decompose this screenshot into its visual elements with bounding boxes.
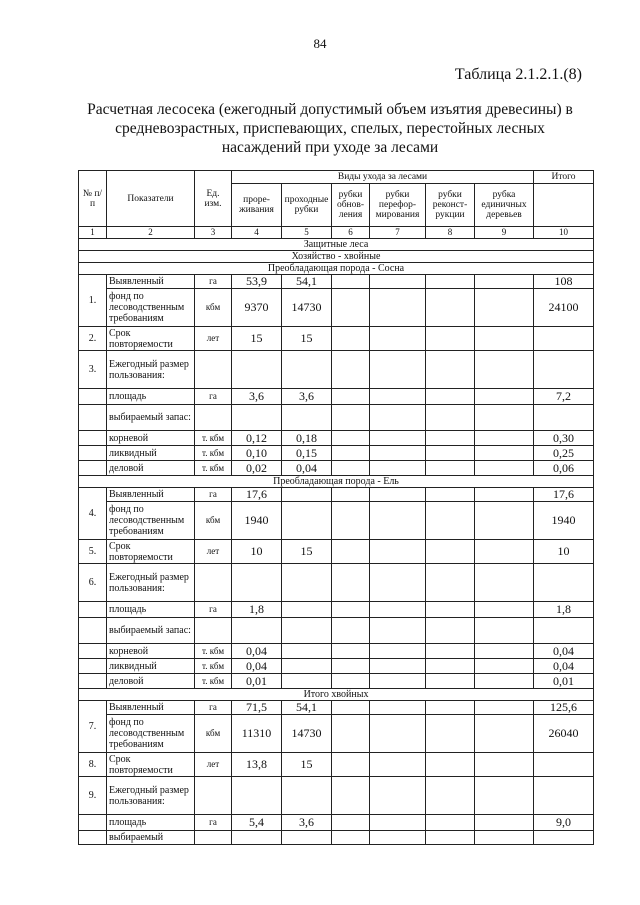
colnum: 2	[107, 227, 195, 239]
label-fund-b: фонд по лесоводственным требованиям	[107, 289, 195, 327]
label-stock-trunc: выбираемый	[107, 831, 195, 845]
label-annual: Ежегодный размер пользования:	[107, 777, 195, 815]
pine-stock-row	[79, 405, 594, 431]
row-number: 1.	[79, 275, 107, 327]
value: 5,4	[232, 815, 282, 831]
unit-ha: га	[195, 602, 232, 618]
row-number: 6.	[79, 564, 107, 602]
label-term: Срок повторяемости	[107, 753, 195, 777]
unit-ha: га	[195, 701, 232, 715]
row-number: 4.	[79, 488, 107, 540]
value: 0,04	[534, 644, 594, 659]
unit-tkbm: т. кбм	[195, 431, 232, 446]
header-col9: рубка единичных деревьев	[475, 184, 534, 227]
value: 1,8	[534, 602, 594, 618]
pine-liquid-row	[79, 446, 594, 461]
colnum: 5	[282, 227, 332, 239]
spruce-area-row	[79, 602, 594, 618]
value: 24100	[534, 289, 594, 327]
colnum: 7	[370, 227, 426, 239]
unit-kbm: кбм	[195, 502, 232, 540]
value: 9370	[232, 289, 282, 327]
value: 0,01	[232, 674, 282, 689]
colnum: 1	[79, 227, 107, 239]
value: 0,12	[232, 431, 282, 446]
unit-ha: га	[195, 275, 232, 289]
total-fund-kbm-row	[79, 715, 594, 753]
label-fund-a: Выявленный	[107, 488, 195, 502]
section-total-conifer: Итого хвойных	[79, 689, 594, 701]
value: 17,6	[232, 488, 282, 502]
label-fund-b: фонд по лесоводственным требованиям	[107, 715, 195, 753]
value: 3,6	[282, 389, 332, 405]
header-col5: проходные рубки	[282, 184, 332, 227]
value: 17,6	[534, 488, 594, 502]
label-area: площадь	[107, 389, 195, 405]
header-total-blank	[534, 184, 594, 227]
title-line-3: насаждений при уходе за лесами	[221, 139, 439, 156]
spruce-term-row	[79, 540, 594, 564]
header-row-1	[79, 171, 594, 184]
label-fund-a: Выявленный	[107, 701, 195, 715]
unit-ha: га	[195, 389, 232, 405]
pine-fund-ha-row	[79, 275, 594, 289]
pine-business-row	[79, 461, 594, 476]
header-col8: рубки реконст-рукции	[426, 184, 475, 227]
value: 0,18	[282, 431, 332, 446]
value: 71,5	[232, 701, 282, 715]
value: 14730	[282, 715, 332, 753]
spruce-annual-row	[79, 564, 594, 602]
spruce-stock-row	[79, 618, 594, 644]
label-fund-b: фонд по лесоводственным требованиям	[107, 502, 195, 540]
section-protective: Защитные леса	[79, 239, 594, 251]
value: 10	[232, 540, 282, 564]
spruce-core-row	[79, 644, 594, 659]
label-business: деловой	[107, 674, 195, 689]
pine-core-row	[79, 431, 594, 446]
row-number: 9.	[79, 777, 107, 815]
value: 15	[282, 540, 332, 564]
value: 1940	[534, 502, 594, 540]
colnum: 10	[534, 227, 594, 239]
header-types-group: Виды ухода за лесами	[232, 171, 534, 184]
table-label: Таблица 2.1.2.1.(8)	[454, 66, 582, 83]
label-annual: Ежегодный размер пользования:	[107, 564, 195, 602]
value: 0,01	[534, 674, 594, 689]
unit-years: лет	[195, 327, 232, 351]
section-spruce: Преобладающая порода - Ель	[79, 476, 594, 488]
value: 0,04	[232, 659, 282, 674]
section-pine: Преобладающая порода - Сосна	[79, 263, 594, 275]
row-number: 3.	[79, 351, 107, 389]
row-number: 7.	[79, 701, 107, 753]
value: 3,6	[232, 389, 282, 405]
header-unit: Ед. изм.	[195, 171, 232, 227]
value: 53,9	[232, 275, 282, 289]
value: 9,0	[534, 815, 594, 831]
header-num: № п/п	[79, 171, 107, 227]
label-fund-a: Выявленный	[107, 275, 195, 289]
value: 0,04	[534, 659, 594, 674]
value: 108	[534, 275, 594, 289]
colnum: 4	[232, 227, 282, 239]
value: 26040	[534, 715, 594, 753]
value: 0,04	[282, 461, 332, 476]
section-farm: Хозяйство - хвойные	[79, 251, 594, 263]
spruce-fund-ha-row	[79, 488, 594, 502]
value: 0,02	[232, 461, 282, 476]
value: 0,04	[232, 644, 282, 659]
value: 3,6	[282, 815, 332, 831]
colnum: 9	[475, 227, 534, 239]
unit-ha: га	[195, 488, 232, 502]
unit-kbm: кбм	[195, 715, 232, 753]
label-core: корневой	[107, 644, 195, 659]
value: 13,8	[232, 753, 282, 777]
label-term: Срок повторяемости	[107, 327, 195, 351]
row-number: 2.	[79, 327, 107, 351]
value: 15	[282, 327, 332, 351]
header-col4: прорe-живания	[232, 184, 282, 227]
header-col7: рубки перефор-мирования	[370, 184, 426, 227]
title-line-1: Расчетная лесосека (ежегодный допустимый объем изъятия древесины) в	[87, 101, 573, 118]
value: 10	[534, 540, 594, 564]
label-term: Срок повторяемости	[107, 540, 195, 564]
label-core: корневой	[107, 431, 195, 446]
pine-annual-row	[79, 351, 594, 389]
value: 54,1	[282, 275, 332, 289]
value: 0,10	[232, 446, 282, 461]
unit-tkbm: т. кбм	[195, 644, 232, 659]
value: 1,8	[232, 602, 282, 618]
header-indicators: Показатели	[107, 171, 195, 227]
row-number: 8.	[79, 753, 107, 777]
pine-term-row	[79, 327, 594, 351]
unit-tkbm: т. кбм	[195, 446, 232, 461]
colnum: 6	[332, 227, 370, 239]
total-area-row	[79, 815, 594, 831]
spruce-fund-kbm-row	[79, 502, 594, 540]
label-annual: Ежегодный размер пользования:	[107, 351, 195, 389]
value: 11310	[232, 715, 282, 753]
spruce-business-row	[79, 674, 594, 689]
total-annual-row	[79, 777, 594, 815]
unit-ha: га	[195, 815, 232, 831]
label-stock: выбираемый запас:	[107, 405, 195, 431]
label-liquid: ликвидный	[107, 446, 195, 461]
title-line-2: средневозрастных, приспевающих, спелых, перестойных лесных	[115, 120, 545, 137]
total-term-row	[79, 753, 594, 777]
value: 125,6	[534, 701, 594, 715]
row-number: 5.	[79, 540, 107, 564]
total-stock-row	[79, 831, 594, 845]
value: 15	[232, 327, 282, 351]
header-total: Итого	[534, 171, 594, 184]
unit-tkbm: т. кбм	[195, 659, 232, 674]
total-fund-ha-row	[79, 701, 594, 715]
colnum: 3	[195, 227, 232, 239]
value: 0,15	[282, 446, 332, 461]
value: 0,06	[534, 461, 594, 476]
value: 54,1	[282, 701, 332, 715]
unit-years: лет	[195, 753, 232, 777]
column-number-row	[79, 227, 594, 239]
unit-tkbm: т. кбм	[195, 461, 232, 476]
label-area: площадь	[107, 602, 195, 618]
unit-kbm: кбм	[195, 289, 232, 327]
unit-years: лет	[195, 540, 232, 564]
label-stock: выбираемый запас:	[107, 618, 195, 644]
label-area: площадь	[107, 815, 195, 831]
pine-area-row	[79, 389, 594, 405]
page-number: 84	[313, 36, 327, 51]
value: 0,30	[534, 431, 594, 446]
label-business: деловой	[107, 461, 195, 476]
header-col6: рубки обнов-ления	[332, 184, 370, 227]
label-liquid: ликвидный	[107, 659, 195, 674]
value: 15	[282, 753, 332, 777]
document-title	[60, 100, 600, 157]
pine-fund-kbm-row	[79, 289, 594, 327]
unit-tkbm: т. кбм	[195, 674, 232, 689]
value: 1940	[232, 502, 282, 540]
value: 0,25	[534, 446, 594, 461]
value: 14730	[282, 289, 332, 327]
forest-harvest-table	[78, 170, 594, 845]
value: 7,2	[534, 389, 594, 405]
colnum: 8	[426, 227, 475, 239]
spruce-liquid-row	[79, 659, 594, 674]
